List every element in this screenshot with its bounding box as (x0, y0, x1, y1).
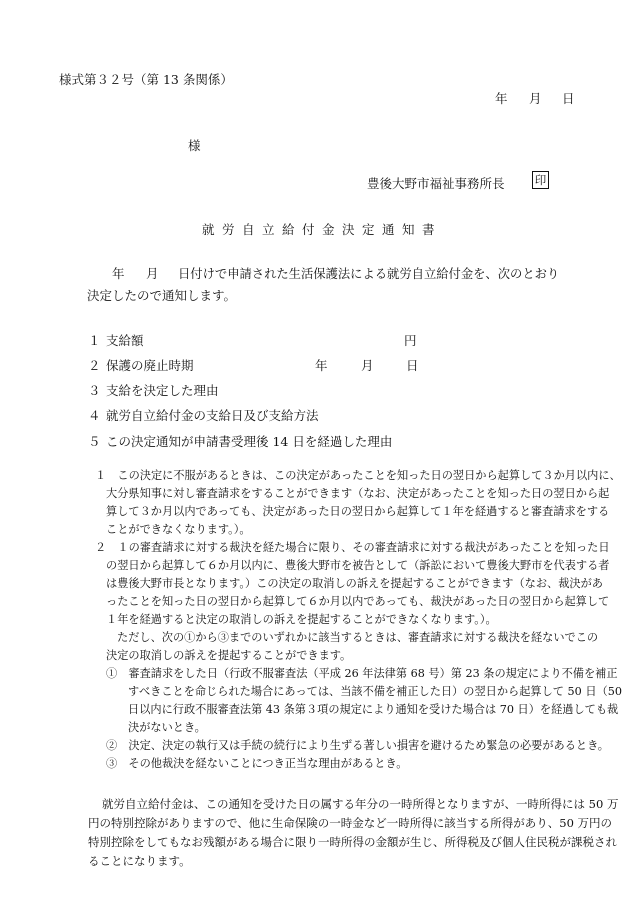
closing-line: 円の特別控除がありますので、他に生命保険の一時金など一時所得に該当する所得があり、50 万円の (88, 816, 613, 830)
intro-year: 年 (112, 266, 125, 281)
note-line: 日以内に行政不服審査法第 43 条第３項の規定により通知を受けた場合は 70 日）を経過しても裁 (128, 703, 619, 716)
note-line: ２ １の審査請求に対する裁決を経た場合に限り、その審査請求に対する裁決があったことを知った日 (95, 541, 610, 554)
date-year-label: 年 (495, 91, 508, 106)
note-line: すべきことを命じられた場合にあっては、当該不備を補正した日）の翌日から起算して 50 日（50 (128, 685, 622, 698)
item-number: １ (88, 333, 101, 348)
item-label-delay-reason: この決定通知が申請書受理後 14 日を経過した理由 (106, 434, 393, 449)
item-number: ３ (88, 383, 101, 398)
item-number: ４ (88, 408, 101, 423)
note-line: の翌日から起算して６か月以内に、豊後大野市を被告として（訴訟において豊後大野市を代表する者 (106, 559, 610, 572)
intro-text-line1: 日付けで申請された生活保護法による就労自立給付金を、次のとおり (178, 267, 560, 281)
item-year-label: 年 (315, 358, 328, 373)
intro-text-line2: 決定したので通知します。 (87, 288, 237, 303)
note-subitem: ② 決定、決定の執行又は手続の続行により生ずる著しい損害を避けるため緊急の必要があるとき。 (106, 739, 609, 752)
note-line: １ この決定に不服があるときは、この決定があったことを知った日の翌日から起算して３か月以内に、 (95, 469, 621, 482)
note-line: ただし、次の①から③までのいずれかに該当するときは、審査請求に対する裁決を経ないでこの (117, 631, 599, 644)
document-title: 就労自立給付金決定通知書 (202, 222, 443, 237)
note-line: は豊後大野市長となります。）この決定の取消しの訴えを提起することができます（なお、裁決があ (106, 577, 603, 590)
note-subitem: ① 審査請求をした日（行政不服審査法（平成 26 年法律第 68 号）第 23 条の規定により不備を補正 (106, 667, 618, 680)
closing-line: ることになります。 (88, 854, 191, 868)
intro-month: 月 (146, 266, 159, 281)
item-amount-unit: 円 (404, 333, 417, 348)
item-day-label: 日 (406, 358, 419, 373)
item-label-amount: 支給額 (106, 333, 144, 348)
item-label-reason: 支給を決定した理由 (106, 383, 219, 398)
closing-line: 特別控除をしてもなお残額がある場合に限り一時所得の金額が生じ、所得税及び個人住民税が課税され (88, 835, 617, 849)
date-day-label: 日 (562, 91, 575, 106)
form-number: 様式第３２号（第 13 条関係） (59, 72, 233, 87)
closing-line: 就労自立給付金は、この通知を受けた日の属する年分の一時所得となりますが、一時所得には 50 万 (102, 797, 619, 811)
issuer-name: 豊後大野市福祉事務所長 (367, 176, 505, 191)
note-line: 算して３か月以内であっても、決定があった日の翌日から起算して１年を経過すると審査請求をする (106, 505, 610, 518)
note-line: １年を経過すると決定の取消しの訴えを提起することができなくなります。）。 (106, 613, 497, 626)
item-number: ２ (88, 358, 101, 373)
item-label-payment-method: 就労自立給付金の支給日及び支給方法 (106, 408, 319, 423)
item-month-label: 月 (361, 358, 374, 373)
item-number: ５ (88, 434, 101, 449)
seal-stamp: 印 (532, 171, 549, 189)
note-line: ったことを知った日の翌日から起算して６か月以内であっても、裁決があった日の翌日から起算して (106, 595, 610, 608)
recipient-honorific: 様 (188, 138, 201, 153)
note-line: 大分県知事に対し審査請求をすることができます（なお、決定があったことを知った日の翌日から起 (106, 487, 610, 500)
note-line: 決がないとき。 (128, 721, 206, 734)
item-label-abolition-time: 保護の廃止時期 (106, 358, 194, 373)
date-month-label: 月 (529, 91, 542, 106)
note-line: 決定の取消しの訴えを提起することができます。 (106, 649, 352, 662)
note-line: ことができなくなります。）。 (106, 523, 251, 536)
note-subitem: ③ その他裁決を経ないことにつき正当な理由があるとき。 (106, 757, 408, 770)
